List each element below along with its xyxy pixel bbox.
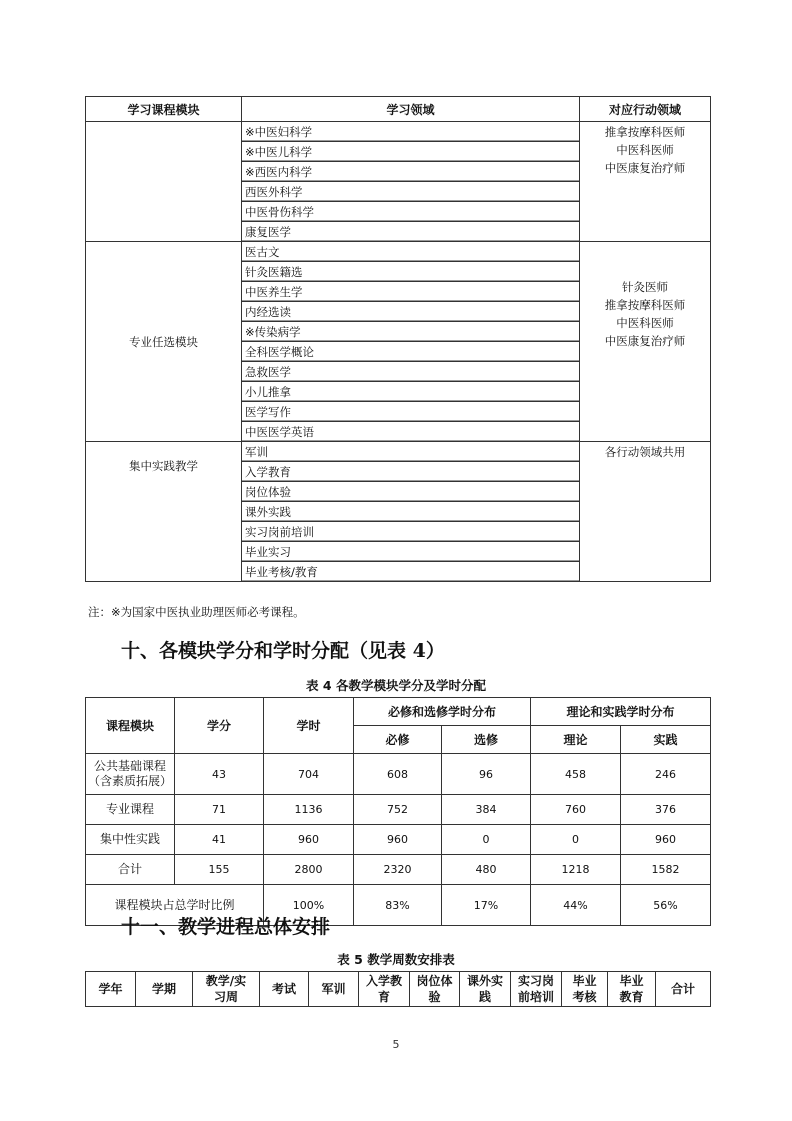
module-cell: 专业任选模块 — [86, 242, 242, 442]
elective-cell: 384 — [442, 795, 531, 825]
action-area-cell — [580, 122, 711, 242]
table-row — [86, 442, 711, 462]
learning-area-cell: 中医养生学 — [242, 282, 580, 302]
action-area-line: 推拿按摩科医师 — [604, 298, 686, 312]
table-row — [86, 242, 711, 262]
learning-area-cell: 急救医学 — [242, 362, 580, 382]
header-module: 课程模块 — [86, 698, 175, 754]
required-cell: 608 — [354, 754, 442, 795]
column-header — [608, 972, 656, 1007]
module-name-cell — [86, 754, 175, 795]
section-heading-10: 十、各模块学分和学时分配（见表 4） — [121, 640, 445, 662]
column-header — [260, 972, 309, 1007]
ratio-hours-cell: 100% — [264, 885, 354, 926]
module-cell — [86, 122, 242, 242]
header-theory-practice: 理论和实践学时分布 — [531, 698, 711, 726]
learning-area-cell: 入学教育 — [242, 462, 580, 482]
header-learning-area: 学习领域 — [242, 97, 580, 122]
column-header-line: 合计 — [670, 982, 695, 996]
required-cell: 752 — [354, 795, 442, 825]
column-header — [511, 972, 562, 1007]
hours-cell: 2800 — [264, 855, 354, 885]
column-header-line: 学期 — [151, 982, 176, 996]
learning-area-cell: 课外实践 — [242, 502, 580, 522]
table-row — [86, 754, 711, 795]
column-header-line: 实习岗 — [517, 974, 554, 988]
practice-cell: 376 — [621, 795, 711, 825]
header-module: 学习课程模块 — [86, 97, 242, 122]
credits-cell: 41 — [175, 825, 264, 855]
credit-hours-table — [85, 697, 711, 926]
table-header-row — [86, 698, 711, 726]
action-area-line: 各行动领域共用 — [604, 445, 686, 459]
module-name-line: 专业课程 — [105, 802, 154, 816]
column-header-line: 军训 — [321, 982, 346, 996]
header-practice: 实践 — [621, 726, 711, 754]
column-header-line: 考核 — [572, 990, 597, 1004]
header-required-elective: 必修和选修学时分布 — [354, 698, 531, 726]
page-number: 5 — [392, 1038, 400, 1051]
action-area-cell — [580, 442, 711, 582]
ratio-required-cell: 83% — [354, 885, 442, 926]
column-header — [309, 972, 359, 1007]
section-heading-11: 十一、教学进程总体安排 — [121, 916, 331, 938]
column-header-line: 入学教 — [365, 974, 402, 988]
column-header-line: 毕业 — [619, 974, 644, 988]
elective-cell: 0 — [442, 825, 531, 855]
column-header-line: 育 — [377, 990, 390, 1004]
header-required: 必修 — [354, 726, 442, 754]
column-header — [136, 972, 193, 1007]
table5-caption: 表 5 教学周数安排表 — [337, 952, 455, 967]
column-header-line: 考试 — [271, 982, 296, 996]
action-area-cell — [580, 242, 711, 442]
module-cell: 集中实践教学 — [86, 442, 242, 582]
column-header-line: 教育 — [619, 990, 644, 1004]
learning-area-cell: ※中医妇科学 — [242, 122, 580, 142]
table-header-row — [86, 972, 711, 1007]
module-name-line: 集中性实践 — [99, 832, 160, 846]
column-header-line: 课外实 — [466, 974, 503, 988]
hours-cell: 1136 — [264, 795, 354, 825]
ratio-practice-cell: 56% — [621, 885, 711, 926]
column-header-line: 践 — [478, 990, 491, 1004]
required-cell: 960 — [354, 825, 442, 855]
learning-area-cell: 西医外科学 — [242, 182, 580, 202]
table-header-row — [86, 97, 711, 122]
action-area-line: 中医科医师 — [616, 143, 674, 157]
column-header — [359, 972, 410, 1007]
teaching-weeks-table — [85, 971, 711, 1007]
ratio-label-cell: 课程模块占总学时比例 — [86, 885, 264, 926]
table-row — [86, 855, 711, 885]
course-module-table — [85, 96, 711, 582]
table4-caption: 表 4 各教学模块学分及学时分配 — [306, 678, 486, 693]
learning-area-cell: ※传染病学 — [242, 322, 580, 342]
column-header — [86, 972, 136, 1007]
module-name-line: 公共基础课程 — [93, 759, 166, 773]
column-header — [410, 972, 460, 1007]
required-cell: 2320 — [354, 855, 442, 885]
header-credits: 学分 — [175, 698, 264, 754]
table-row — [86, 825, 711, 855]
credits-cell: 43 — [175, 754, 264, 795]
practice-cell: 246 — [621, 754, 711, 795]
header-hours: 学时 — [264, 698, 354, 754]
learning-area-cell: 岗位体验 — [242, 482, 580, 502]
learning-area-cell: ※中医儿科学 — [242, 142, 580, 162]
module-name-line: 合计 — [117, 862, 142, 876]
theory-cell: 458 — [531, 754, 621, 795]
learning-area-cell: 康复医学 — [242, 222, 580, 242]
action-area-line: 推拿按摩科医师 — [604, 125, 686, 139]
learning-area-cell: 全科医学概论 — [242, 342, 580, 362]
elective-cell: 480 — [442, 855, 531, 885]
theory-cell: 1218 — [531, 855, 621, 885]
module-name-line: （含素质拓展） — [87, 774, 172, 788]
credits-cell: 155 — [175, 855, 264, 885]
learning-area-cell: 军训 — [242, 442, 580, 462]
action-area-line: 中医科医师 — [616, 316, 674, 330]
header-elective: 选修 — [442, 726, 531, 754]
ratio-theory-cell: 44% — [531, 885, 621, 926]
ratio-elective-cell: 17% — [442, 885, 531, 926]
learning-area-cell: 内经选读 — [242, 302, 580, 322]
learning-area-cell: 毕业考核/教育 — [242, 562, 580, 582]
learning-area-cell: 医学写作 — [242, 402, 580, 422]
column-header-line: 毕业 — [572, 974, 597, 988]
table-row — [86, 122, 711, 142]
module-name-cell — [86, 825, 175, 855]
action-area-line: 中医康复治疗师 — [604, 161, 686, 175]
learning-area-cell: 实习岗前培训 — [242, 522, 580, 542]
hours-cell: 960 — [264, 825, 354, 855]
column-header — [656, 972, 711, 1007]
column-header-line: 验 — [428, 990, 441, 1004]
header-action-area: 对应行动领域 — [580, 97, 711, 122]
column-header-line: 学年 — [98, 982, 123, 996]
column-header — [193, 972, 260, 1007]
learning-area-cell: 中医医学英语 — [242, 422, 580, 442]
learning-area-cell: 小儿推拿 — [242, 382, 580, 402]
practice-cell: 1582 — [621, 855, 711, 885]
learning-area-cell: 毕业实习 — [242, 542, 580, 562]
action-area-line: 中医康复治疗师 — [604, 334, 686, 348]
table-row — [86, 795, 711, 825]
column-header — [562, 972, 608, 1007]
column-header-line: 教学/实 — [205, 974, 247, 988]
learning-area-cell: 针灸医籍选 — [242, 262, 580, 282]
action-area-line: 针灸医师 — [622, 280, 668, 294]
footnote: 注：※为国家中医执业助理医师必考课程。 — [88, 605, 305, 619]
module-name-cell — [86, 795, 175, 825]
learning-area-cell: 医古文 — [242, 242, 580, 262]
learning-area-cell: ※西医内科学 — [242, 162, 580, 182]
module-name-cell — [86, 855, 175, 885]
theory-cell: 760 — [531, 795, 621, 825]
column-header-line: 习周 — [213, 990, 238, 1004]
column-header-line: 前培训 — [517, 990, 554, 1004]
header-theory: 理论 — [531, 726, 621, 754]
column-header — [460, 972, 511, 1007]
hours-cell: 704 — [264, 754, 354, 795]
credits-cell: 71 — [175, 795, 264, 825]
column-header-line: 岗位体 — [416, 974, 453, 988]
practice-cell: 960 — [621, 825, 711, 855]
learning-area-cell: 中医骨伤科学 — [242, 202, 580, 222]
theory-cell: 0 — [531, 825, 621, 855]
elective-cell: 96 — [442, 754, 531, 795]
